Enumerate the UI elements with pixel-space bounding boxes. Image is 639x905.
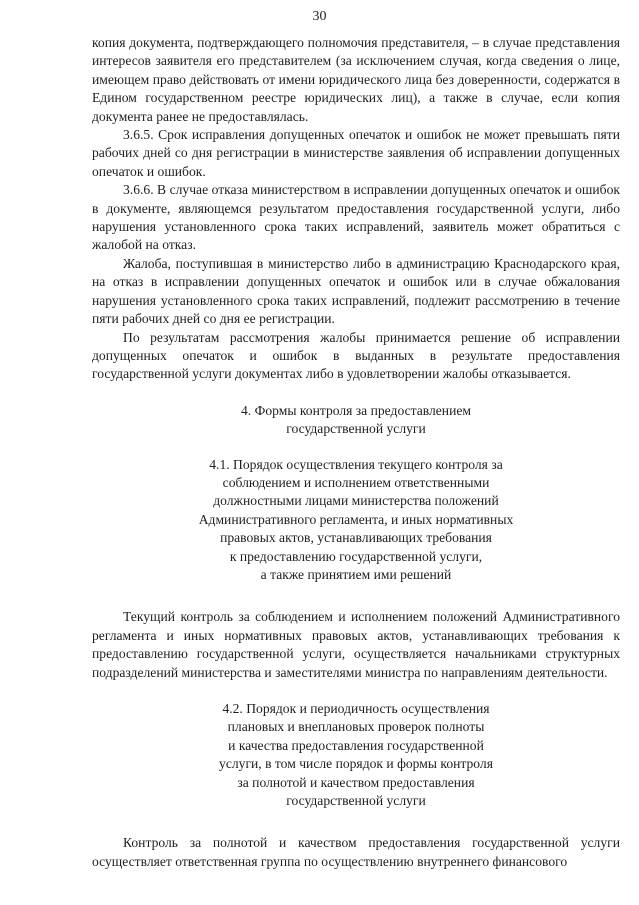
section-4-2-heading: 4.2. Порядок и периодичность осуществления плановых и внеплановых проверок полноты и качества предоставления государственной услуги, в том числе порядок и формы контроля за полнотой и качеством предоставления государственной услуги <box>219 701 493 809</box>
section-4-1-text: Текущий контроль за соблюдением и исполнением положений Административного регламента и иных нормативных правовых актов, устанавливающих требования к предоставлению государственной услуги, осуществляется начальниками структурных подразделений министерства и заместителями министра по направлениям деятельности. <box>92 609 620 680</box>
section-4-heading: 4. Формы контроля за предоставлением государственной услуги <box>241 402 471 437</box>
paragraph-complaint: Жалоба, поступившая в министерство либо в администрацию Краснодарского края, на отказ в исправлении допущенных опечаток и ошибок или в случае обжалования нарушения установленного срока таких исправлений, подлежит рассмотрению в течение пяти рабочих дней со дня ее регистрации. <box>92 255 620 327</box>
paragraph-representative-copy: копия документа, подтверждающего полномочия представителя, – в случае представления интересов заявителя его представителем (за исключением случая, когда сведения о лице, имеющем право действовать от имени юридического лица без доверенности, содержатся в Едином государственном реестре юридических лиц), а также в случае, если копия документа ранее не предоставлялась. <box>92 35 620 124</box>
section-4-2-text: Контроль за полнотой и качеством предоставления государственной услуги осуществляет ответственная группа по осуществлению внутреннего финансового <box>92 835 620 869</box>
document-body <box>92 34 620 871</box>
section-4-1-heading: 4.1. Порядок осуществления текущего контроля за соблюдением и исполнением ответственными должностными лицами министерства положений Административного регламента, и иных нормативных правовых актов, устанавливающих требования к предоставлению государственной услуги, а также принятием ими решений <box>198 456 514 582</box>
paragraph-3-6-5: 3.6.5. Срок исправления допущенных опечаток и ошибок не может превышать пяти рабочих дней со дня регистрации в министерстве заявления об исправлении допущенных опечаток и ошибок. <box>92 127 620 179</box>
paragraph-complaint-result: По результатам рассмотрения жалобы принимается решение об исправлении допущенных опечаток и ошибок в выданных в результате предоставления государственной услуги документах либо в удовлетворении жалобы отказывается. <box>92 329 620 382</box>
page-number: 30 <box>312 9 327 24</box>
paragraph-3-6-6: 3.6.6. В случае отказа министерством в исправлении допущенных опечаток и ошибок в документе, являющемся результатом предоставления государственной услуги, либо нарушения установленного срока таких исправлений, заявитель может обратиться с жалобой на отказ. <box>92 182 620 253</box>
